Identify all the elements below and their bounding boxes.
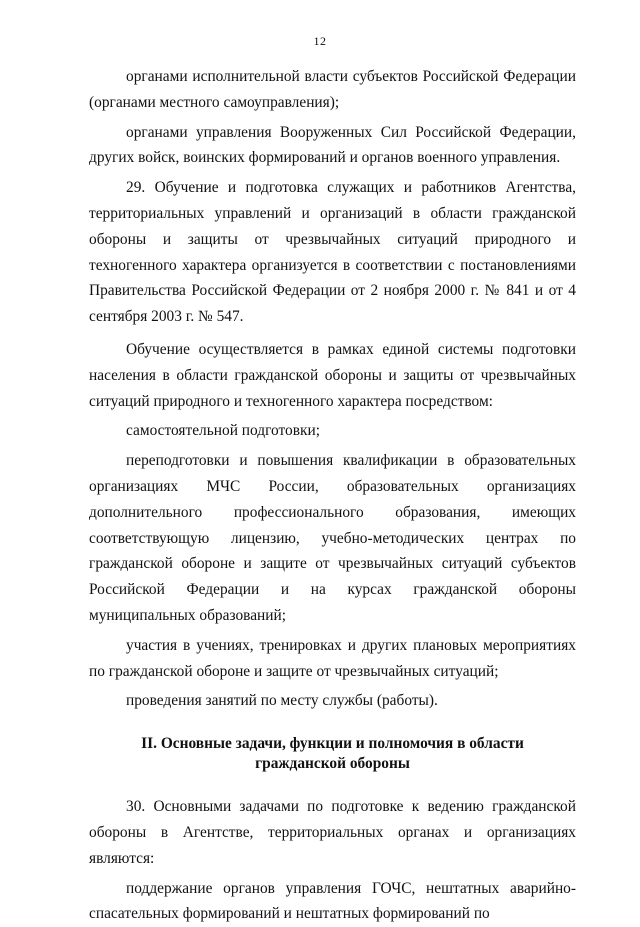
paragraph-29: 29. Обучение и подготовка служащих и работников Агентства, территориальных управлений и организаций в области гражданской обороны и защиты от чрезвычайных ситуаций природного и техногенного характера организуется в соответствии с постановлениями Правительства Российской Федерации от 2 ноября 2000 г. № 841 и от 4 сентября 2003 г. № 547.: [89, 179, 576, 326]
paragraph-retraining: переподготовки и повышения квалификации в образовательных организациях МЧС России, образовательных организациях дополнительного профессионального образования, имеющих соответствующую лицензию, учебно-методических центрах по гражданской обороне и защите от чрезвычайных ситуаций субъектов Российской Федерации и на курсах гражданской обороны муниципальных образований;: [89, 452, 576, 624]
paragraph-training-system: Обучение осуществляется в рамках единой системы подготовки населения в области гражданской обороны и защиты от чрезвычайных ситуаций природного и техногенного характера посредством:: [89, 340, 576, 410]
page-number: 12: [313, 34, 327, 48]
paragraph-workplace-classes: проведения занятий по месту службы (работы).: [126, 692, 438, 710]
paragraph-30: 30. Основными задачами по подготовке к ведению гражданской обороны в Агентстве, территориальных органах и организациях являются:: [89, 798, 576, 867]
paragraph-exercises: участия в учениях, тренировках и других плановых мероприятиях по гражданской обороне и защите от чрезвычайных ситуаций;: [89, 636, 576, 680]
paragraph-self-training: самостоятельной подготовки;: [126, 422, 320, 440]
paragraph-maintaining-bodies: поддержание органов управления ГОЧС, нештатных аварийно-спасательных формирований и нештатных формирований по: [89, 879, 576, 923]
paragraph-executive-authorities: органами исполнительной власти субъектов Российской Федерации (органами местного самоуправления);: [89, 68, 576, 111]
paragraph-armed-forces: органами управления Вооруженных Сил Российской Федерации, других войск, воинских формирований и органов военного управления.: [89, 123, 576, 167]
section-heading: II. Основные задачи, функции и полномочия в области гражданской обороны: [141, 735, 524, 773]
document-body: [89, 64, 576, 927]
